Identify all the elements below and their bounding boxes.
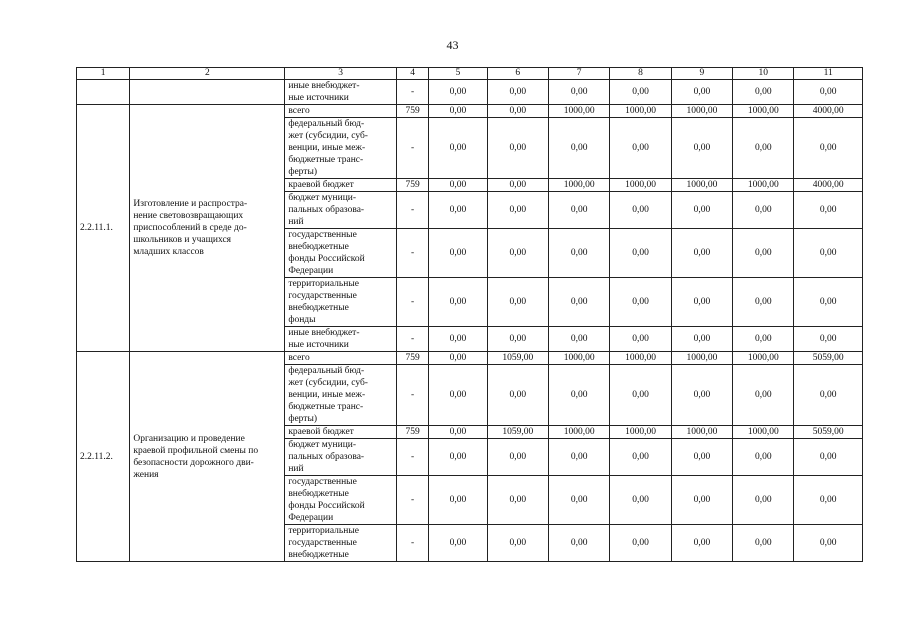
value-cell: 0,00 (429, 365, 487, 426)
value-cell: 1000,00 (610, 352, 671, 365)
value-cell: - (397, 229, 429, 278)
value-cell: 759 (397, 426, 429, 439)
value-cell: 1000,00 (671, 105, 732, 118)
value-cell: 1000,00 (733, 105, 794, 118)
value-cell: 1000,00 (671, 352, 732, 365)
funding-source-cell: иные внебюджет- ные источники (285, 327, 397, 352)
value-cell: 0,00 (548, 525, 609, 562)
page-number: 43 (446, 38, 459, 52)
value-cell: 1059,00 (487, 352, 548, 365)
value-cell: 1000,00 (610, 105, 671, 118)
value-cell: 1000,00 (733, 352, 794, 365)
value-cell: 0,00 (733, 525, 794, 562)
value-cell: 0,00 (671, 229, 732, 278)
table-row (77, 80, 863, 105)
budget-table (76, 67, 863, 562)
value-cell: 0,00 (671, 278, 732, 327)
value-cell: 0,00 (733, 278, 794, 327)
value-cell: - (397, 525, 429, 562)
value-cell: 0,00 (548, 229, 609, 278)
value-cell: 0,00 (610, 476, 671, 525)
value-cell: - (397, 118, 429, 179)
item-name-cell: Организацию и проведение краевой профильной смены по безопасности дорожного дви- жения (130, 352, 285, 562)
value-cell: 0,00 (610, 365, 671, 426)
value-cell: 0,00 (671, 439, 732, 476)
value-cell: - (397, 365, 429, 426)
value-cell: 0,00 (733, 229, 794, 278)
header-cell: 2 (130, 68, 285, 80)
funding-source-cell: территориальные государственные внебюджетные (285, 525, 397, 562)
value-cell: 0,00 (794, 365, 863, 426)
value-cell: 759 (397, 105, 429, 118)
value-cell: 0,00 (733, 327, 794, 352)
value-cell: 0,00 (487, 476, 548, 525)
value-cell: 0,00 (671, 327, 732, 352)
value-cell: 5059,00 (794, 352, 863, 365)
value-cell: 0,00 (671, 525, 732, 562)
value-cell: 0,00 (794, 278, 863, 327)
value-cell: - (397, 439, 429, 476)
value-cell: 0,00 (733, 80, 794, 105)
value-cell: 0,00 (733, 365, 794, 426)
table-body (77, 68, 863, 562)
value-cell: 759 (397, 352, 429, 365)
funding-source-cell: федеральный бюд- жет (субсидии, суб- венции, иные меж- бюджетные транс- ферты) (285, 365, 397, 426)
value-cell: 0,00 (733, 476, 794, 525)
value-cell: 0,00 (671, 476, 732, 525)
header-row (77, 68, 863, 80)
value-cell: 0,00 (610, 525, 671, 562)
value-cell: 0,00 (548, 476, 609, 525)
value-cell: 0,00 (548, 118, 609, 179)
value-cell: 0,00 (548, 439, 609, 476)
funding-source-cell: краевой бюджет (285, 179, 397, 192)
value-cell: 0,00 (794, 439, 863, 476)
value-cell: 0,00 (429, 439, 487, 476)
value-cell: 0,00 (429, 118, 487, 179)
header-cell: 3 (285, 68, 397, 80)
value-cell: 0,00 (794, 327, 863, 352)
item-name-cell: Изготовление и распростра- нение световозвращающих приспособлений в среде до- школьников и учащихся младших классов (130, 105, 285, 352)
value-cell: 5059,00 (794, 426, 863, 439)
value-cell: 0,00 (429, 192, 487, 229)
value-cell: - (397, 278, 429, 327)
item-code-cell (77, 80, 130, 105)
value-cell: 0,00 (794, 80, 863, 105)
value-cell: 1000,00 (548, 179, 609, 192)
section-total-row (77, 105, 863, 118)
value-cell: 0,00 (429, 327, 487, 352)
value-cell: 0,00 (429, 229, 487, 278)
value-cell: 0,00 (487, 229, 548, 278)
value-cell: 0,00 (548, 327, 609, 352)
funding-source-cell: всего (285, 352, 397, 365)
section-total-row (77, 352, 863, 365)
header-cell: 11 (794, 68, 863, 80)
value-cell: - (397, 192, 429, 229)
value-cell: 0,00 (733, 192, 794, 229)
funding-source-cell: бюджет муници- пальных образова- ний (285, 439, 397, 476)
value-cell: 1000,00 (610, 179, 671, 192)
value-cell: 0,00 (671, 192, 732, 229)
value-cell: 0,00 (429, 105, 487, 118)
value-cell: - (397, 327, 429, 352)
value-cell: 1059,00 (487, 426, 548, 439)
value-cell: 0,00 (429, 80, 487, 105)
value-cell: 0,00 (733, 439, 794, 476)
funding-source-cell: территориальные государственные внебюджетные фонды (285, 278, 397, 327)
value-cell: 0,00 (487, 439, 548, 476)
value-cell: 0,00 (794, 229, 863, 278)
value-cell: 0,00 (429, 179, 487, 192)
value-cell: 1000,00 (548, 426, 609, 439)
funding-source-cell: федеральный бюд- жет (субсидии, суб- венции, иные меж- бюджетные транс- ферты) (285, 118, 397, 179)
value-cell: 0,00 (733, 118, 794, 179)
value-cell: 1000,00 (548, 105, 609, 118)
value-cell: 0,00 (548, 80, 609, 105)
value-cell: 0,00 (548, 192, 609, 229)
value-cell: 1000,00 (671, 179, 732, 192)
value-cell: 0,00 (610, 278, 671, 327)
value-cell: 759 (397, 179, 429, 192)
header-cell: 8 (610, 68, 671, 80)
value-cell: 0,00 (794, 525, 863, 562)
item-name-cell (130, 80, 285, 105)
value-cell: 0,00 (794, 192, 863, 229)
value-cell: 1000,00 (671, 426, 732, 439)
header-cell: 1 (77, 68, 130, 80)
header-cell: 4 (397, 68, 429, 80)
value-cell: 0,00 (487, 80, 548, 105)
value-cell: 0,00 (487, 105, 548, 118)
item-code-cell: 2.2.11.1. (77, 105, 130, 352)
value-cell: 1000,00 (548, 352, 609, 365)
funding-source-cell: государственные внебюджетные фонды Российской Федерации (285, 229, 397, 278)
value-cell: 0,00 (429, 278, 487, 327)
value-cell: 4000,00 (794, 179, 863, 192)
value-cell: 0,00 (548, 278, 609, 327)
value-cell: 1000,00 (733, 426, 794, 439)
value-cell: 0,00 (610, 327, 671, 352)
value-cell: 0,00 (429, 352, 487, 365)
value-cell: 0,00 (487, 278, 548, 327)
value-cell: 0,00 (794, 476, 863, 525)
header-cell: 5 (429, 68, 487, 80)
value-cell: 0,00 (487, 327, 548, 352)
value-cell: 0,00 (671, 118, 732, 179)
funding-source-cell: бюджет муници- пальных образова- ний (285, 192, 397, 229)
value-cell: 0,00 (610, 439, 671, 476)
value-cell: 0,00 (548, 365, 609, 426)
header-cell: 7 (548, 68, 609, 80)
value-cell: 1000,00 (610, 426, 671, 439)
funding-source-cell: всего (285, 105, 397, 118)
value-cell: - (397, 80, 429, 105)
value-cell: 0,00 (429, 525, 487, 562)
header-cell: 9 (671, 68, 732, 80)
item-code-cell: 2.2.11.2. (77, 352, 130, 562)
value-cell: 4000,00 (794, 105, 863, 118)
value-cell: 0,00 (671, 80, 732, 105)
funding-source-cell: государственные внебюджетные фонды Российской Федерации (285, 476, 397, 525)
funding-source-cell: иные внебюджет- ные источники (285, 80, 397, 105)
value-cell: 0,00 (671, 365, 732, 426)
value-cell: 0,00 (610, 118, 671, 179)
value-cell: 0,00 (487, 192, 548, 229)
value-cell: 0,00 (487, 179, 548, 192)
value-cell: 0,00 (794, 118, 863, 179)
value-cell: 0,00 (429, 426, 487, 439)
value-cell: 0,00 (610, 229, 671, 278)
header-cell: 6 (487, 68, 548, 80)
funding-source-cell: краевой бюджет (285, 426, 397, 439)
value-cell: 0,00 (610, 192, 671, 229)
value-cell: 0,00 (610, 80, 671, 105)
header-cell: 10 (733, 68, 794, 80)
value-cell: 0,00 (487, 525, 548, 562)
value-cell: 0,00 (487, 365, 548, 426)
value-cell: - (397, 476, 429, 525)
value-cell: 0,00 (429, 476, 487, 525)
value-cell: 0,00 (487, 118, 548, 179)
value-cell: 1000,00 (733, 179, 794, 192)
